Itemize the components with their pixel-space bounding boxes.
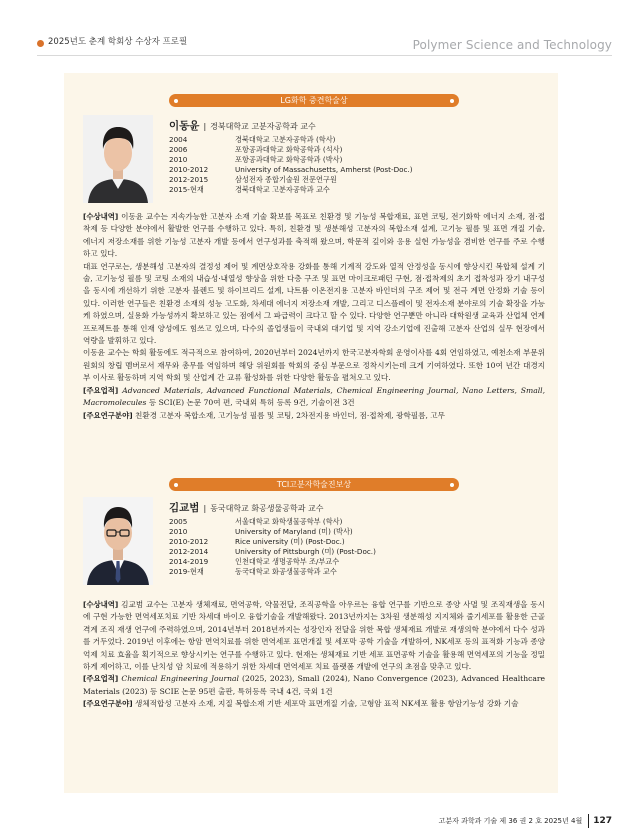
award-band-tci <box>169 478 459 491</box>
page-number: 127 <box>593 816 612 826</box>
awardee-name-line: 김교범 | 동국대학교 화공생물공학과 교수 <box>169 502 324 514</box>
publications-paragraph: [주요업적] Chemical Engineering Journal (2025, 2023), Small (2024), Nano Convergence (2023), Advanced Healthcare Materials (2023) 등 SCIE 논문 95편 출판, 특허등록 국내 4건, 국외 1건 <box>83 674 546 696</box>
research-fields-paragraph: [주요연구분야] 생체적합성 고분자 소재, 지질 복합소재 기반 세포막 표면개질 기술, 고형암 표적 NK세포 활용 항암기능성 강화 기술 <box>83 699 519 709</box>
journal-name: Polymer Science and Technology <box>412 38 612 52</box>
publications-paragraph: [주요업적] Advanced Materials, Advanced Functional Materials, Chemical Engineering Journal, Nano Letters, Small, Macromolecules 등 SCI(E) 논문 70여 편, 국내외 특허 등록 9건, 기술이전 3건 <box>83 385 545 408</box>
career-item: 2014-2019 인천대학교 생명공학부 조/부교수 <box>169 557 340 566</box>
career-item: 2010 포항공과대학교 화학공학과 (박사) <box>169 155 343 164</box>
awardee-name: 김교범 <box>169 502 200 514</box>
career-item: 2012-2014 University of Pittsburgh (미) (Post-Doc.) <box>169 547 376 556</box>
journal-issue: 고분자 과학과 기술 제 36 권 2 호 2025년 4월 <box>438 817 583 825</box>
page-header <box>0 0 622 72</box>
awardee-affiliation: 경북대학교 고분자공학과 교수 <box>210 122 316 131</box>
career-item: 2004 경북대학교 고분자공학과 (학사) <box>169 135 336 144</box>
awardee-affiliation: 동국대학교 화공생물공학과 교수 <box>210 504 324 513</box>
research-paragraph: 대표 연구로는, 생분해성 고분자의 결정성 제어 및 계면상호작용 강화를 통해 기계적 강도와 열적 안정성을 동시에 향상시킨 복합체 설계 기술, 고기능성 필름 및 코팅 소재의 내습성·내열성 향상을 위한 다층 구조 및 표면 마이크로패턴 구현, 점·접착제의 초기 접착성과 장기 내구성을 동시에 개선하기 위한 고분자 블렌드 및 하이브리드 설계, 나트륨 이온전지용 고분자 바인더의 구조 제어 및 전극 계면 안정화 기술 등이 있다. 이러한 연구들은 친환경 소재의 성능 고도화, 차세대 에너지 저장소재 개발, 그리고 디스플레이 및 전자소재 분야로의 기술 확장을 가능케 하였으며, 실용화 가능성까지 확보하고 있는 점에서 그 파급력이 크다고 할 수 있다. 다양한 연구뿐만 아니라 대학원생 교육과 산업체 연계 프로젝트를 통해 인재 양성에도 힘쓰고 있으며, 다수의 졸업생들이 국내외 대기업 및 지역 강소기업에 진출해 고분자 산업의 실무 현장에서 역량을 발휘하고 있다. <box>83 261 545 346</box>
band-dot-icon <box>450 483 454 487</box>
award-title: TCI고분자학술진보상 <box>276 480 352 489</box>
career-item: 2010-2012 University of Massachusetts, Amherst (Post-Doc.) <box>169 165 413 174</box>
career-item: 2005 서울대학교 화학생물공학부 (학사) <box>169 517 343 526</box>
career-item: 2012-2015 삼성전자 종합기술원 전문연구원 <box>169 175 337 184</box>
achievements-paragraph: [수상내역] 이동윤 교수는 지속가능한 고분자 소재 기술 확보를 목표로 친환경 및 기능성 복합재료, 표면 코팅, 전기화학 에너지 소재, 점·접착제 등 다양한 분야에서 활발한 연구를 수행하고 있다. 특히, 친환경 및 생분해성 고분자의 복합소재 설계, 고기능 필름 및 표면 개질 기술, 에너지 저장소재를 위한 기능성 고분자 개발 등에서 연구성과를 축적해 왔으며, 학문적 깊이와 응용 실현 가능성을 겸비한 연구를 주로 수행하고 있다. <box>83 212 545 259</box>
achievements-paragraph: [수상내역] 김교범 교수는 고분자 생체재료, 면역공학, 약물전달, 조직공학을 아우르는 융합 연구를 기반으로 종양 사멸 및 조직재생을 동시에 구현 가능한 면역세포치료 기반 차세대 바이오 융합기술을 개발해왔다. 2013년까지는 3차원 생분해성 지지체와 줄기세포를 활용한 근골격계 조직 재생 연구에 주력하였으며, 2014년부터 2018년까지는 성장인자 전달을 위한 복합 생체재료 개발로 재생의학 분야에서 다수 성과를 거두었다. 2019년 이후에는 항암 면역치료를 위한 면역세포 표면개질 및 세포막 공학 기술을 개발하여, NK세포 등의 표적화 기능과 종양억제 치료 효율을 획기적으로 향상시키는 연구를 수행하고 있다. 현재는 생체재료 기반 세포 표면공학 기술을 활용해 면역세포의 기능을 정밀하게 제어하고, 이를 난치성 암 치료에 적용하기 위한 차세대 면역세포 치료 플랫폼 개발에 연구의 초점을 맞추고 있다. <box>83 600 545 672</box>
section-title: 2025년도 춘계 학회상 수상자 프로필 <box>48 37 188 47</box>
awardee-name-line: 이동윤 | 경북대학교 고분자공학과 교수 <box>169 120 316 132</box>
award-title: LG화학 중견학술상 <box>280 96 348 105</box>
portrait-photo <box>83 115 153 203</box>
career-item: 2015-현재 경북대학교 고분자공학과 교수 <box>169 185 330 194</box>
career-item: 2010 University of Maryland (미) (박사) <box>169 527 353 536</box>
header-bullet-icon <box>37 40 44 47</box>
research-fields-paragraph: [주요연구분야] 친환경 고분자 복합소재, 고기능성 필름 및 코팅, 2차전지용 바인더, 점·접착제, 광학필름, 고무 <box>83 410 445 420</box>
career-item: 2006 포항공과대학교 화학공학과 (석사) <box>169 145 343 154</box>
awardee-name: 이동윤 <box>169 120 200 132</box>
career-item: 2019-현재 동국대학교 화공생물공학과 교수 <box>169 567 337 576</box>
band-dot-icon <box>450 99 454 103</box>
award-band-lg <box>169 94 459 107</box>
award-description <box>83 599 545 711</box>
portrait-photo <box>83 497 153 585</box>
activity-paragraph: 이동윤 교수는 학회 활동에도 적극적으로 참여하여, 2020년부터 2024년까지 한국고분자학회 운영이사를 4회 연임하였고, 예천소재 부문위원회의 창립 멤버로서 재무와 총무를 역임하며 해당 위원회를 학회의 중심 부문으로 정착시키는데 크게 기여하였다. 또한 10여 년간 대경지부 이사로 활동하며 지역 학회 및 산업계 간 교류 활성화를 위한 다양한 활동을 펼쳐오고 있다. <box>83 348 545 383</box>
career-list <box>169 135 413 195</box>
career-list <box>169 517 376 577</box>
award-description <box>83 211 545 422</box>
header-divider <box>37 55 612 56</box>
career-item: 2010-2012 Rice university (미) (Post-Doc.) <box>169 537 345 546</box>
page-footer <box>439 814 612 828</box>
footer-divider <box>588 814 589 828</box>
